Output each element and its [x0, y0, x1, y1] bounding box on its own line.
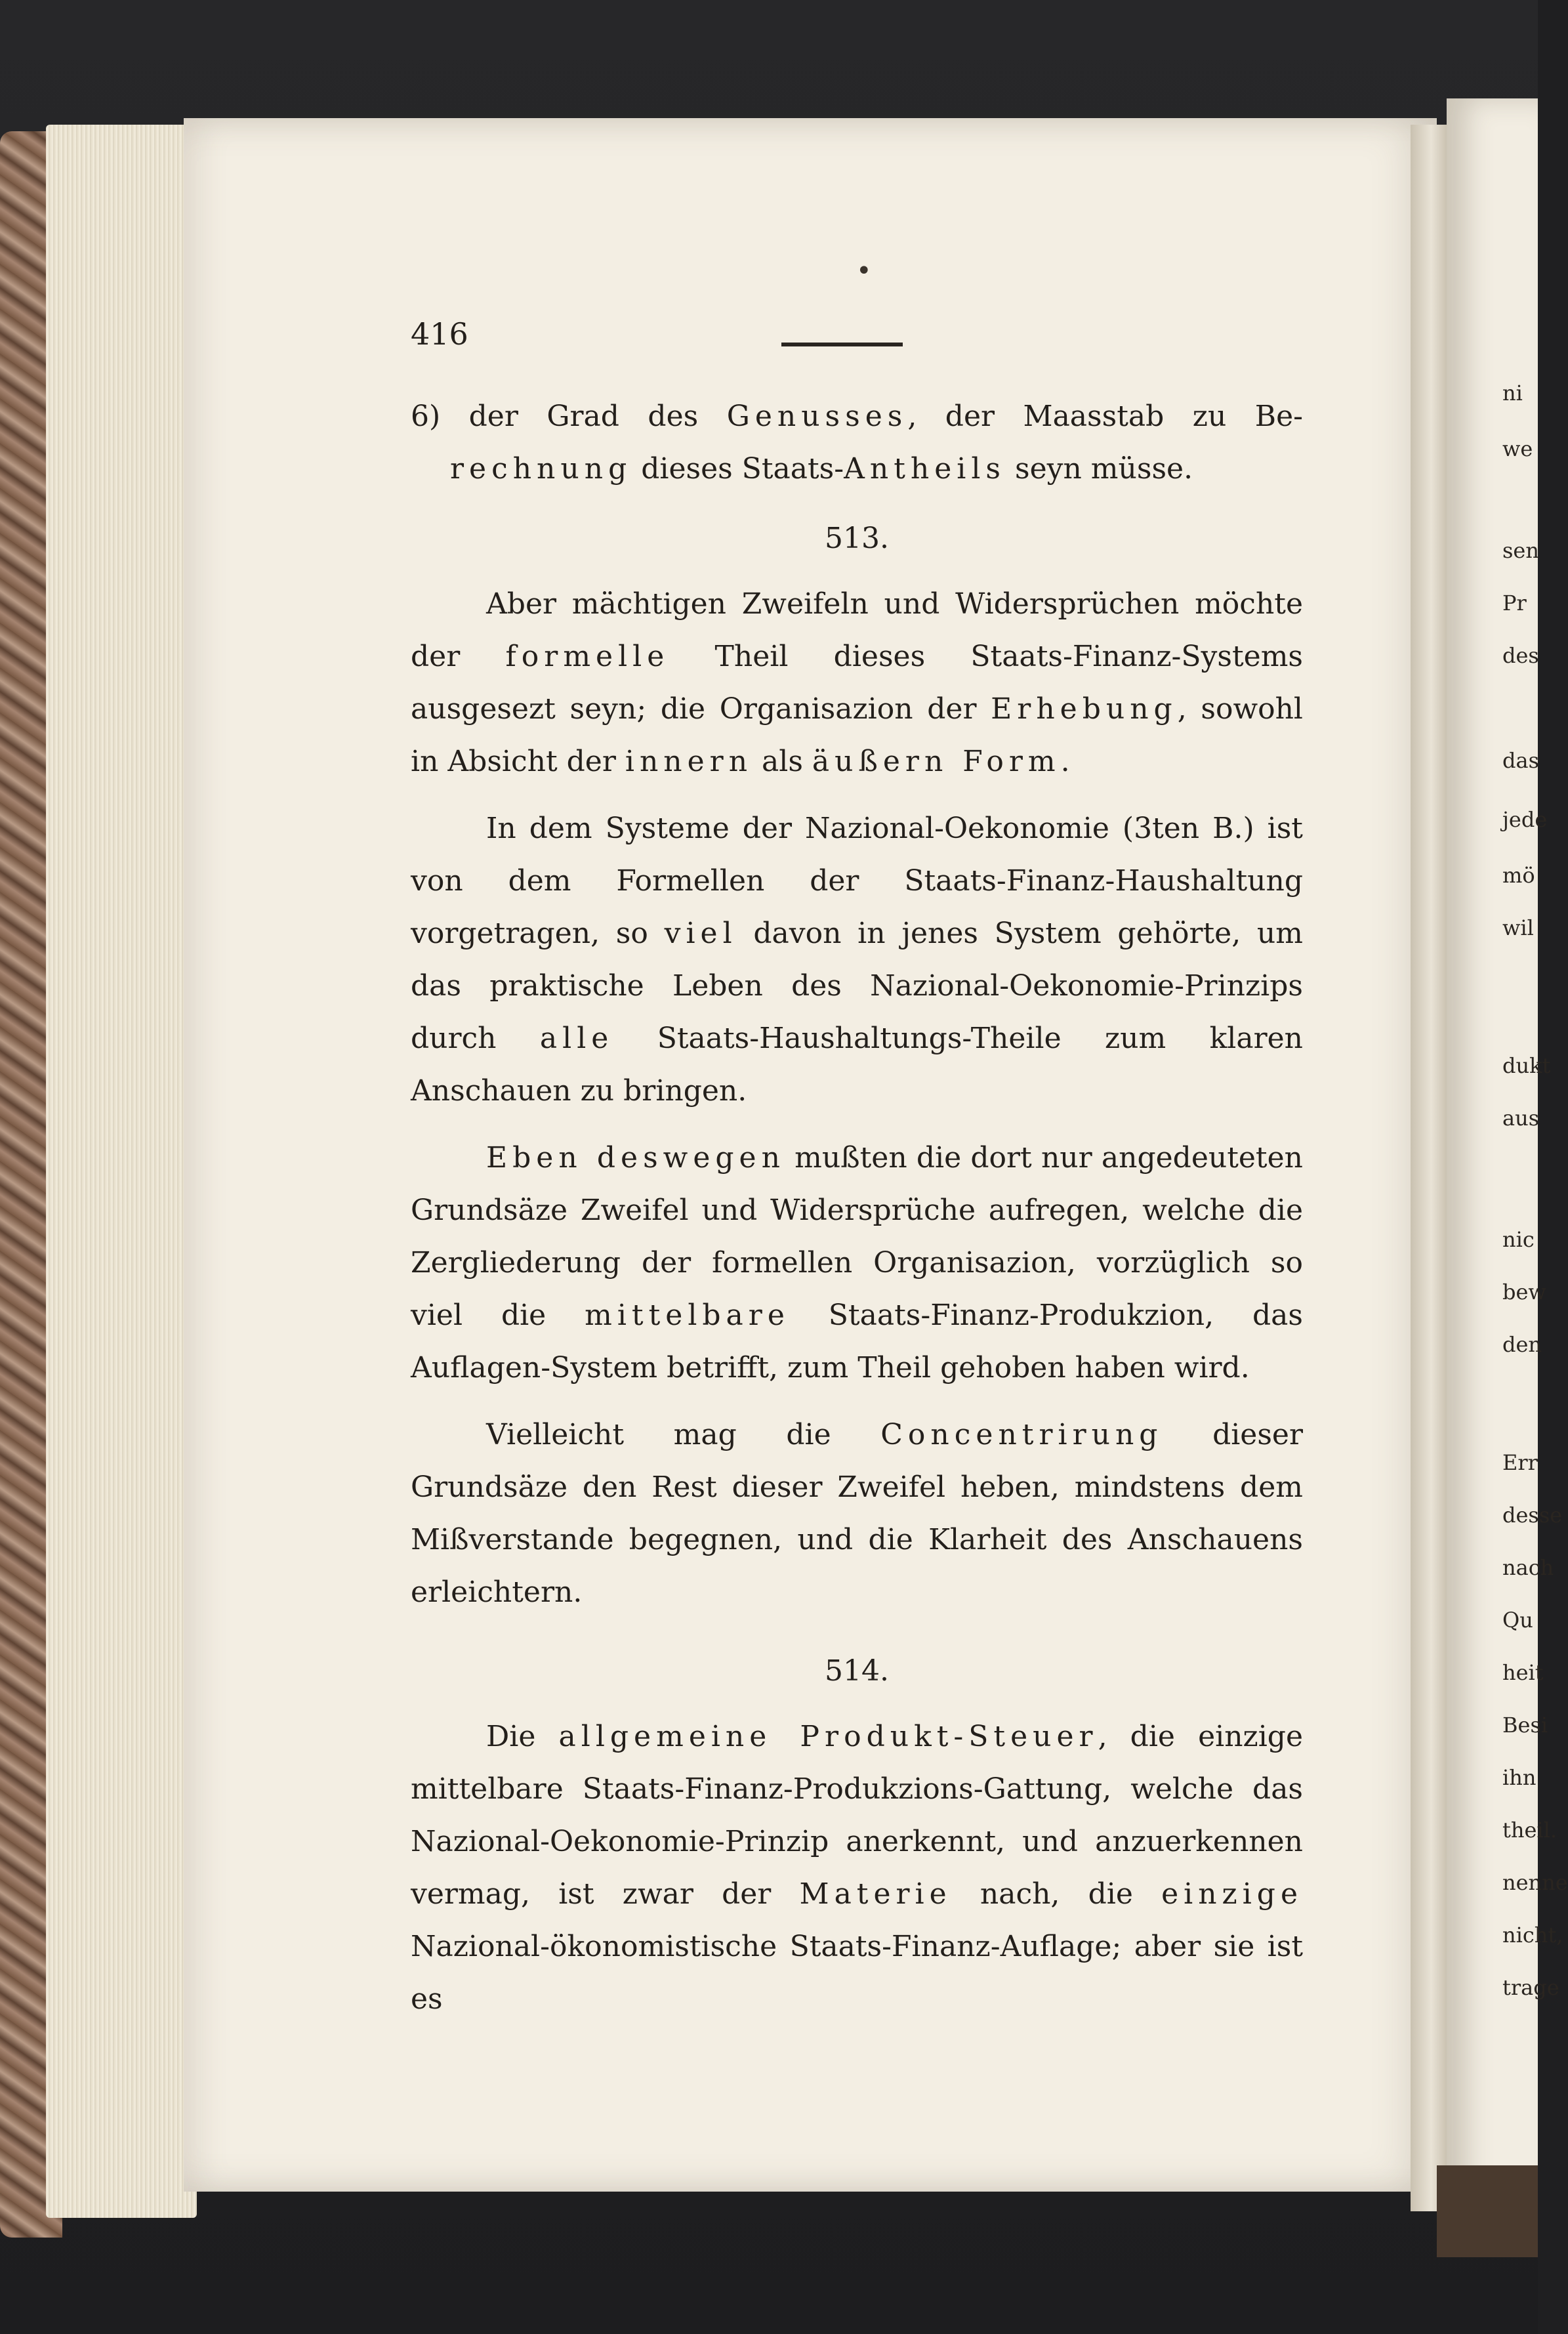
- facing-page-fragment: des: [1502, 643, 1539, 668]
- paragraph: [411, 802, 1303, 1117]
- text-run: dieser Grundsäze den Rest dieser Zweifel heben, mindstens dem Mißverstande begegnen, und die Klarheit des Anschauens erleichtern.: [411, 1418, 1303, 1609]
- facing-page-fragment: wil: [1502, 915, 1534, 940]
- text-run: , die einzige mittelbare Staats-Finanz-Produkzions-Gattung, welche das Nazional-Oekonomie-Prinzip anerkennt, und anzuerkennen vermag, ist zwar der: [411, 1720, 1303, 1911]
- text-run: mußten die dort nur angedeuteten Grundsäze Zweifel und Widersprüche aufregen, welche die Zergliederung der formellen Organisazion, vorzüglich so viel die: [411, 1141, 1303, 1332]
- spaced-text: viel: [664, 917, 737, 950]
- facing-page-fragment: nenne: [1502, 1870, 1568, 1895]
- text-run: Staats-Finanz-Produkzion, das Auflagen-System betrifft, zum Theil gehoben haben wird.: [411, 1299, 1303, 1385]
- facing-page-fragment: sen: [1502, 538, 1539, 563]
- spaced-text: rechnung: [450, 452, 632, 486]
- page-text: [411, 390, 1303, 2026]
- text-run: als: [753, 745, 812, 778]
- text-run: Die: [486, 1720, 559, 1753]
- facing-page-fragment: bew: [1502, 1280, 1546, 1304]
- text-run: , sowohl in Absicht der: [411, 692, 1304, 778]
- facing-page-fragment: ihn: [1502, 1765, 1537, 1790]
- text-run: In dem Systeme der Nazional-Oekonomie (3ten B.) ist von dem Formellen der Staats-Finanz-Haushaltung vorgetragen, so: [411, 812, 1303, 950]
- facing-page-fragment: desse: [1502, 1503, 1563, 1528]
- text-run: Nazional-ökonomistische Staats-Finanz-Auflage; aber sie ist es: [411, 1930, 1303, 2016]
- page-number: 416: [411, 316, 468, 352]
- text-run: davon in jenes System gehörte, um das praktische Leben des Nazional-Oekonomie-Prinzips durch: [411, 917, 1303, 1055]
- paragraph: [411, 1409, 1303, 1619]
- spaced-text: Eben deswegen: [486, 1141, 785, 1175]
- facing-page-fragment: ni: [1502, 381, 1523, 406]
- facing-page-fragment: den: [1502, 1332, 1542, 1357]
- text-run: dieses Staats-: [632, 452, 844, 486]
- text-run: Theil dieses Staats-Finanz-Systems ausgesezt seyn; die Organisazion der: [411, 640, 1303, 726]
- text-run: seyn müsse.: [1006, 452, 1193, 486]
- spaced-text: formelle: [505, 640, 670, 673]
- paragraph: [411, 1711, 1303, 2026]
- spaced-text: äußern Form: [812, 745, 1061, 778]
- facing-page-fragment: heit: [1502, 1660, 1544, 1685]
- spaced-text: Materie: [799, 1877, 952, 1911]
- facing-page-fragment: Pr: [1502, 591, 1527, 615]
- spaced-text: Erhebung: [991, 692, 1178, 726]
- facing-page-fragment: jede: [1502, 807, 1548, 832]
- text-run: nach, die: [951, 1877, 1162, 1911]
- text-run: , der Maasstab zu Be-: [907, 400, 1303, 433]
- facing-page-fragment: Qu: [1502, 1608, 1533, 1633]
- spaced-text: einzige: [1161, 1877, 1303, 1911]
- header-rule: [781, 343, 903, 346]
- spaced-text: alle: [539, 1022, 614, 1055]
- text-run: 6) der Grad des: [411, 400, 727, 433]
- book-cover-right: [1437, 2165, 1538, 2257]
- facing-page-fragment: mö: [1502, 863, 1535, 888]
- page-edges: [46, 125, 197, 2218]
- paragraph: [411, 578, 1303, 788]
- facing-page-fragment: Err: [1502, 1450, 1538, 1475]
- spaced-text: mittelbare: [585, 1299, 790, 1332]
- spaced-text: Concentrirung: [880, 1418, 1163, 1451]
- page-header: [411, 316, 1303, 369]
- facing-page-fragment: nach: [1502, 1555, 1554, 1580]
- section-number-514: 514.: [825, 1654, 889, 1688]
- facing-page-fragment: Besi: [1502, 1713, 1548, 1738]
- text-run: Staats-Haushaltungs-Theile zum klaren Anschauen zu bringen.: [411, 1022, 1303, 1108]
- text-run: .: [1060, 745, 1070, 778]
- spaced-text: Genusses: [726, 400, 908, 433]
- text-run: Vielleicht mag die: [486, 1418, 881, 1451]
- spaced-text: allgemeine Produkt-Steuer: [558, 1720, 1098, 1753]
- section-number-513: 513.: [825, 522, 889, 555]
- facing-page-fragment: aus: [1502, 1106, 1540, 1131]
- spaced-text: innern: [625, 745, 753, 778]
- facing-page-fragment: nic: [1502, 1227, 1535, 1252]
- text-run: Aber mächtigen Zweifeln und Widersprüchen möchte der: [411, 587, 1303, 673]
- facing-page-fragment: dukt: [1502, 1053, 1551, 1078]
- facing-page-fragment: nicht,: [1502, 1923, 1563, 1948]
- facing-page-fragment: trage: [1502, 1975, 1559, 2000]
- paragraph: [411, 1132, 1303, 1394]
- ink-mark: •: [856, 256, 872, 286]
- facing-page-fragment: we: [1502, 436, 1533, 461]
- facing-page-fragment: das: [1502, 748, 1539, 773]
- list-item-6: [411, 390, 1303, 495]
- spaced-text: Antheils: [844, 452, 1006, 486]
- facing-page-fragments: [1502, 374, 1568, 2080]
- facing-page-fragment: theil.: [1502, 1818, 1558, 1843]
